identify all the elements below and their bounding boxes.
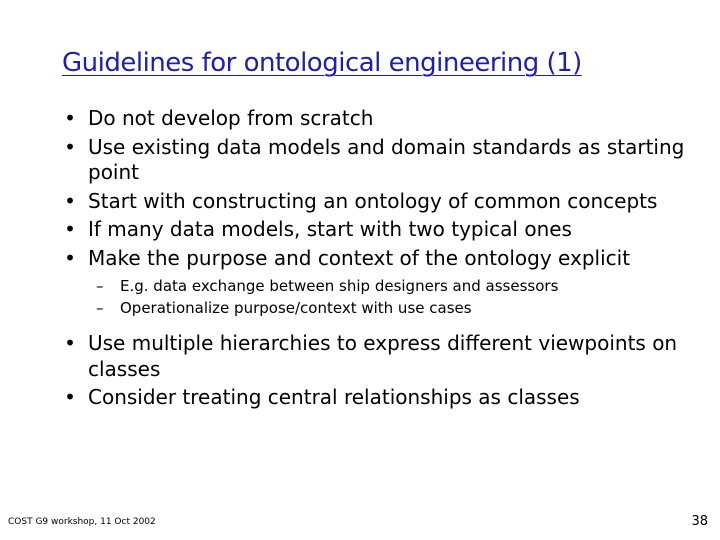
bullet-icon: • xyxy=(64,245,76,270)
footer-text: COST G9 workshop, 11 Oct 2002 xyxy=(8,517,156,527)
bullet-text: Make the purpose and context of the ontology explicit xyxy=(88,245,631,270)
sub-bullet-item xyxy=(60,275,700,297)
bullet-item xyxy=(60,106,700,132)
bullet-icon: • xyxy=(64,331,76,355)
bullet-icon: • xyxy=(64,106,76,130)
bullet-text: Start with constructing an ontology of common concepts xyxy=(88,188,658,213)
bullet-icon: • xyxy=(64,188,76,213)
bullet-text: If many data models, start with two typical ones xyxy=(88,217,572,241)
page-number: 38 xyxy=(691,514,708,529)
bullet-item xyxy=(60,385,700,411)
bullet-list xyxy=(60,106,700,414)
sub-bullet-item xyxy=(60,297,700,319)
bullet-icon: • xyxy=(64,385,76,409)
bullet-item xyxy=(60,246,700,272)
sub-bullet-text: Operationalize purpose/context with use cases xyxy=(120,299,472,317)
sub-bullet-list xyxy=(60,275,700,319)
bullet-item xyxy=(60,135,700,186)
bullet-text: Do not develop from scratch xyxy=(88,106,374,130)
slide-title: Guidelines for ontological engineering (1) xyxy=(62,48,582,78)
bullet-text: Use multiple hierarchies to express different viewpoints on classes xyxy=(88,331,678,381)
bullet-icon: • xyxy=(64,217,76,241)
sub-bullet-text: E.g. data exchange between ship designers and assessors xyxy=(120,277,559,295)
bullet-item xyxy=(60,331,700,382)
bullet-icon: • xyxy=(64,134,76,159)
bullet-text: Use existing data models and domain standards as starting point xyxy=(88,134,685,184)
dash-icon: – xyxy=(96,299,104,317)
bullet-item xyxy=(60,189,700,215)
bullet-item xyxy=(60,217,700,243)
bullet-text: Consider treating central relationships as classes xyxy=(88,385,580,409)
dash-icon: – xyxy=(96,277,104,295)
